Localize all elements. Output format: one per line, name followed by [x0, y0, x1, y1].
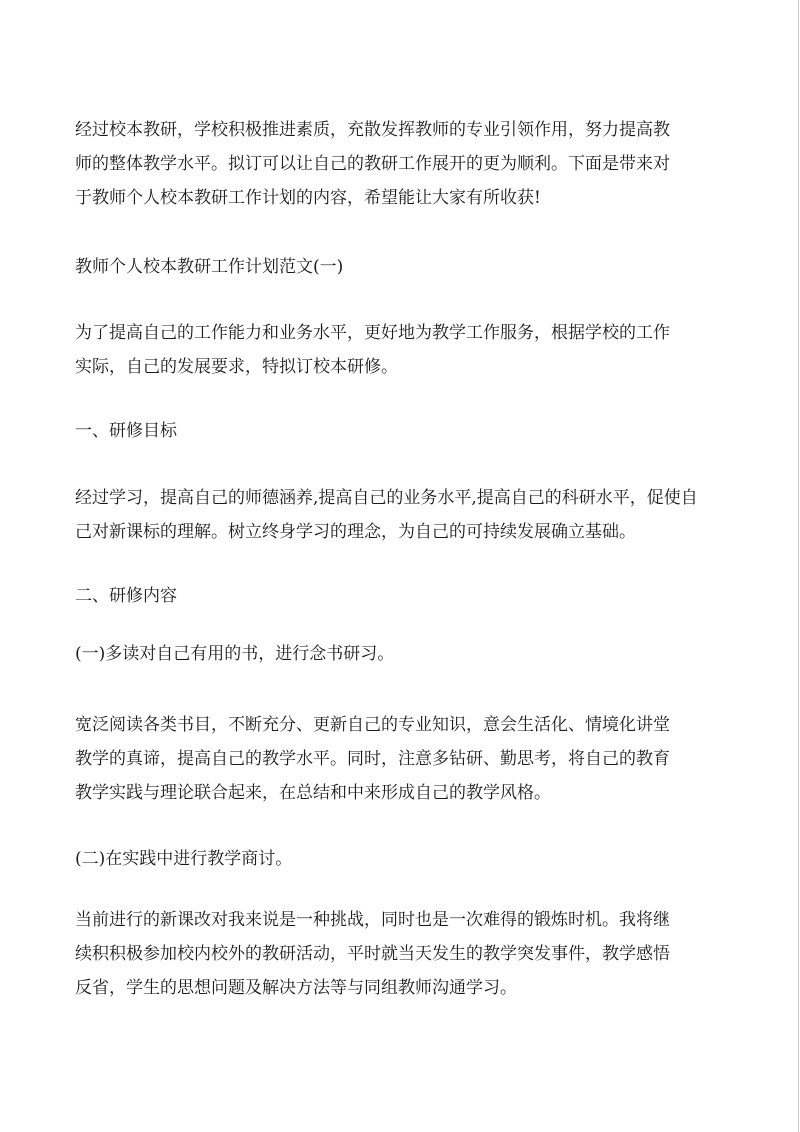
purpose-line-2: 实际，自己的发展要求，特拟订校本研修。: [75, 357, 398, 377]
paragraph-practice: [75, 903, 725, 1005]
intro-line-1: 经过校本教研，学校积极推进素质，充散发挥教师的专业引领作用，努力提高教: [75, 120, 670, 140]
intro-line-3: 于教师个人校本教研工作计划的内容，希望能让大家有所收获!: [75, 188, 541, 208]
subheading-reading: (一)多读对自己有用的书，进行念书研习。: [75, 644, 395, 664]
reading-line-1: 宽泛阅读各类书目，不断充分、更新自己的专业知识，意会生活化、情境化讲堂: [75, 715, 670, 735]
goals-line-1: 经过学习，提高自己的师德涵养,提高自己的业务水平,提高自己的科研水平，促使自: [75, 488, 698, 508]
reading-line-3: 教学实践与理论联合起来，在总结和中来形成自己的教学风格。: [75, 783, 551, 803]
subheading-practice: (二)在实践中进行教学商讨。: [75, 849, 293, 869]
intro-line-2: 师的整体教学水平。拟订可以让自己的教研工作展开的更为顺利。下面是带来对: [75, 154, 670, 174]
goals-line-2: 己对新课标的理解。树立终身学习的理念，为自己的可持续发展确立基础。: [75, 522, 636, 542]
paragraph-reading: [75, 708, 725, 810]
heading-contents: 二、研修内容: [75, 586, 177, 606]
reading-line-2: 教学的真谛，提高自己的教学水平。同时，注意多钻研、勤思考，将自己的教育: [75, 749, 670, 769]
practice-line-2: 续积积极参加校内校外的教研活动，平时就当天发生的教学突发事件，教学感悟: [75, 944, 670, 964]
practice-line-1: 当前进行的新课改对我来说是一种挑战，同时也是一次难得的锻炼时机。我将继: [75, 910, 670, 930]
purpose-line-1: 为了提高自己的工作能力和业务水平，更好地为教学工作服务，根据学校的工作: [75, 323, 670, 343]
document-title: 教师个人校本教研工作计划范文(一): [75, 257, 344, 277]
page-edge: [798, 0, 799, 1132]
intro-paragraph: [75, 113, 725, 215]
paragraph-goals: [75, 481, 725, 549]
practice-line-3: 反省，学生的思想问题及解决方法等与同组教师沟通学习。: [75, 978, 517, 998]
paragraph-purpose: [75, 316, 725, 384]
heading-goals: 一、研修目标: [75, 421, 177, 441]
